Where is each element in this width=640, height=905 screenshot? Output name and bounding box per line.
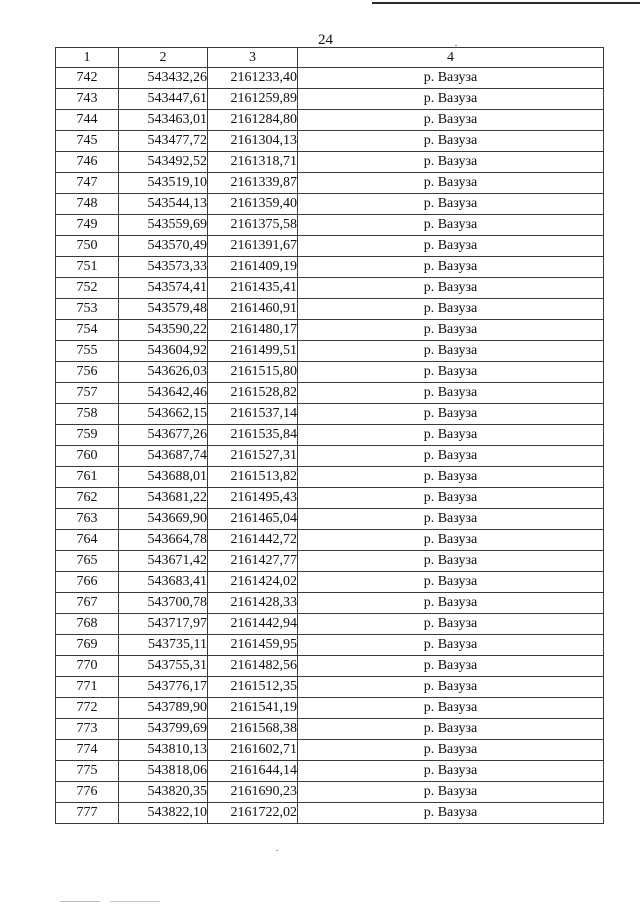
y-coordinate-cell: 2161499,51	[208, 341, 298, 362]
description-cell: р. Вазуза	[298, 173, 604, 194]
description-cell: р. Вазуза	[298, 446, 604, 467]
x-coordinate-cell: 543687,74	[119, 446, 208, 467]
table-row	[56, 68, 604, 89]
point-number-cell: 755	[56, 341, 119, 362]
y-coordinate-cell: 2161359,40	[208, 194, 298, 215]
x-coordinate-cell: 543822,10	[119, 803, 208, 824]
point-number-cell: 742	[56, 68, 119, 89]
point-number-cell: 765	[56, 551, 119, 572]
x-coordinate-cell: 543642,46	[119, 383, 208, 404]
point-number-cell: 760	[56, 446, 119, 467]
point-number-cell: 773	[56, 719, 119, 740]
table-row	[56, 236, 604, 257]
x-coordinate-cell: 543755,31	[119, 656, 208, 677]
point-number-cell: 754	[56, 320, 119, 341]
table-row	[56, 656, 604, 677]
description-cell: р. Вазуза	[298, 677, 604, 698]
y-coordinate-cell: 2161537,14	[208, 404, 298, 425]
table-row	[56, 593, 604, 614]
x-coordinate-cell: 543677,26	[119, 425, 208, 446]
table-row	[56, 425, 604, 446]
point-number-cell: 759	[56, 425, 119, 446]
x-coordinate-cell: 543810,13	[119, 740, 208, 761]
description-cell: р. Вазуза	[298, 89, 604, 110]
point-number-cell: 746	[56, 152, 119, 173]
scan-speck	[110, 901, 160, 902]
point-number-cell: 767	[56, 593, 119, 614]
y-coordinate-cell: 2161541,19	[208, 698, 298, 719]
y-coordinate-cell: 2161442,94	[208, 614, 298, 635]
table-row	[56, 341, 604, 362]
table-row	[56, 530, 604, 551]
y-coordinate-cell: 2161495,43	[208, 488, 298, 509]
table-row	[56, 215, 604, 236]
y-coordinate-cell: 2161391,67	[208, 236, 298, 257]
y-coordinate-cell: 2161428,33	[208, 593, 298, 614]
x-coordinate-cell: 543579,48	[119, 299, 208, 320]
description-cell: р. Вазуза	[298, 572, 604, 593]
x-coordinate-cell: 543447,61	[119, 89, 208, 110]
description-cell: р. Вазуза	[298, 551, 604, 572]
x-coordinate-cell: 543463,01	[119, 110, 208, 131]
point-number-cell: 750	[56, 236, 119, 257]
point-number-cell: 770	[56, 656, 119, 677]
scan-speck	[276, 850, 278, 851]
description-cell: р. Вазуза	[298, 467, 604, 488]
table-row	[56, 698, 604, 719]
x-coordinate-cell: 543683,41	[119, 572, 208, 593]
table-row	[56, 404, 604, 425]
x-coordinate-cell: 543559,69	[119, 215, 208, 236]
description-cell: р. Вазуза	[298, 215, 604, 236]
point-number-cell: 776	[56, 782, 119, 803]
column-header-y: 3	[208, 48, 298, 68]
table-row	[56, 740, 604, 761]
x-coordinate-cell: 543776,17	[119, 677, 208, 698]
description-cell: р. Вазуза	[298, 194, 604, 215]
x-coordinate-cell: 543688,01	[119, 467, 208, 488]
x-coordinate-cell: 543432,26	[119, 68, 208, 89]
description-cell: р. Вазуза	[298, 68, 604, 89]
y-coordinate-cell: 2161512,35	[208, 677, 298, 698]
description-cell: р. Вазуза	[298, 614, 604, 635]
x-coordinate-cell: 543570,49	[119, 236, 208, 257]
point-number-cell: 747	[56, 173, 119, 194]
table-row	[56, 782, 604, 803]
table-row	[56, 572, 604, 593]
y-coordinate-cell: 2161568,38	[208, 719, 298, 740]
y-coordinate-cell: 2161435,41	[208, 278, 298, 299]
column-header-description: 4	[298, 48, 604, 68]
point-number-cell: 764	[56, 530, 119, 551]
description-cell: р. Вазуза	[298, 593, 604, 614]
description-cell: р. Вазуза	[298, 656, 604, 677]
point-number-cell: 748	[56, 194, 119, 215]
table-row	[56, 320, 604, 341]
x-coordinate-cell: 543681,22	[119, 488, 208, 509]
y-coordinate-cell: 2161427,77	[208, 551, 298, 572]
table-row	[56, 635, 604, 656]
x-coordinate-cell: 543477,72	[119, 131, 208, 152]
column-header-x: 2	[119, 48, 208, 68]
y-coordinate-cell: 2161409,19	[208, 257, 298, 278]
point-number-cell: 753	[56, 299, 119, 320]
x-coordinate-cell: 543626,03	[119, 362, 208, 383]
description-cell: р. Вазуза	[298, 383, 604, 404]
point-number-cell: 762	[56, 488, 119, 509]
x-coordinate-cell: 543735,11	[119, 635, 208, 656]
y-coordinate-cell: 2161722,02	[208, 803, 298, 824]
table-row	[56, 509, 604, 530]
y-coordinate-cell: 2161339,87	[208, 173, 298, 194]
table-row	[56, 551, 604, 572]
point-number-cell: 749	[56, 215, 119, 236]
table-row	[56, 761, 604, 782]
table-row	[56, 194, 604, 215]
y-coordinate-cell: 2161442,72	[208, 530, 298, 551]
y-coordinate-cell: 2161233,40	[208, 68, 298, 89]
point-number-cell: 752	[56, 278, 119, 299]
description-cell: р. Вазуза	[298, 530, 604, 551]
y-coordinate-cell: 2161513,82	[208, 467, 298, 488]
x-coordinate-cell: 543573,33	[119, 257, 208, 278]
table-row	[56, 110, 604, 131]
description-cell: р. Вазуза	[298, 635, 604, 656]
y-coordinate-cell: 2161602,71	[208, 740, 298, 761]
description-cell: р. Вазуза	[298, 509, 604, 530]
description-cell: р. Вазуза	[298, 719, 604, 740]
table-row	[56, 719, 604, 740]
y-coordinate-cell: 2161535,84	[208, 425, 298, 446]
scan-speck	[455, 45, 457, 46]
table-row	[56, 488, 604, 509]
y-coordinate-cell: 2161259,89	[208, 89, 298, 110]
x-coordinate-cell: 543519,10	[119, 173, 208, 194]
point-number-cell: 775	[56, 761, 119, 782]
x-coordinate-cell: 543700,78	[119, 593, 208, 614]
y-coordinate-cell: 2161528,82	[208, 383, 298, 404]
table-row	[56, 299, 604, 320]
table-row	[56, 803, 604, 824]
description-cell: р. Вазуза	[298, 278, 604, 299]
table-row	[56, 614, 604, 635]
top-border-line	[372, 2, 640, 4]
description-cell: р. Вазуза	[298, 782, 604, 803]
table-row	[56, 677, 604, 698]
description-cell: р. Вазуза	[298, 404, 604, 425]
scan-speck	[60, 901, 100, 902]
description-cell: р. Вазуза	[298, 761, 604, 782]
y-coordinate-cell: 2161318,71	[208, 152, 298, 173]
table-row	[56, 257, 604, 278]
point-number-cell: 763	[56, 509, 119, 530]
description-cell: р. Вазуза	[298, 299, 604, 320]
description-cell: р. Вазуза	[298, 257, 604, 278]
table-row	[56, 278, 604, 299]
x-coordinate-cell: 543789,90	[119, 698, 208, 719]
point-number-cell: 751	[56, 257, 119, 278]
point-number-cell: 745	[56, 131, 119, 152]
description-cell: р. Вазуза	[298, 341, 604, 362]
x-coordinate-cell: 543492,52	[119, 152, 208, 173]
x-coordinate-cell: 543818,06	[119, 761, 208, 782]
x-coordinate-cell: 543662,15	[119, 404, 208, 425]
table-row	[56, 131, 604, 152]
y-coordinate-cell: 2161284,80	[208, 110, 298, 131]
table-row	[56, 362, 604, 383]
x-coordinate-cell: 543820,35	[119, 782, 208, 803]
point-number-cell: 756	[56, 362, 119, 383]
table-row	[56, 152, 604, 173]
description-cell: р. Вазуза	[298, 425, 604, 446]
description-cell: р. Вазуза	[298, 320, 604, 341]
y-coordinate-cell: 2161459,95	[208, 635, 298, 656]
x-coordinate-cell: 543590,22	[119, 320, 208, 341]
x-coordinate-cell: 543664,78	[119, 530, 208, 551]
point-number-cell: 771	[56, 677, 119, 698]
y-coordinate-cell: 2161644,14	[208, 761, 298, 782]
point-number-cell: 757	[56, 383, 119, 404]
column-header-point-number: 1	[56, 48, 119, 68]
page-number: 24	[318, 32, 333, 48]
x-coordinate-cell: 543669,90	[119, 509, 208, 530]
description-cell: р. Вазуза	[298, 803, 604, 824]
point-number-cell: 744	[56, 110, 119, 131]
x-coordinate-cell: 543574,41	[119, 278, 208, 299]
table-row	[56, 89, 604, 110]
y-coordinate-cell: 2161515,80	[208, 362, 298, 383]
point-number-cell: 768	[56, 614, 119, 635]
x-coordinate-cell: 543544,13	[119, 194, 208, 215]
x-coordinate-cell: 543717,97	[119, 614, 208, 635]
table-row	[56, 467, 604, 488]
x-coordinate-cell: 543604,92	[119, 341, 208, 362]
point-number-cell: 761	[56, 467, 119, 488]
table-row	[56, 446, 604, 467]
table-row	[56, 173, 604, 194]
y-coordinate-cell: 2161460,91	[208, 299, 298, 320]
point-number-cell: 772	[56, 698, 119, 719]
y-coordinate-cell: 2161480,17	[208, 320, 298, 341]
point-number-cell: 774	[56, 740, 119, 761]
table-body	[56, 68, 604, 824]
point-number-cell: 758	[56, 404, 119, 425]
y-coordinate-cell: 2161482,56	[208, 656, 298, 677]
table-row	[56, 383, 604, 404]
description-cell: р. Вазуза	[298, 152, 604, 173]
point-number-cell: 766	[56, 572, 119, 593]
description-cell: р. Вазуза	[298, 110, 604, 131]
y-coordinate-cell: 2161465,04	[208, 509, 298, 530]
description-cell: р. Вазуза	[298, 488, 604, 509]
point-number-cell: 769	[56, 635, 119, 656]
x-coordinate-cell: 543671,42	[119, 551, 208, 572]
table-header-row	[56, 48, 604, 68]
y-coordinate-cell: 2161527,31	[208, 446, 298, 467]
description-cell: р. Вазуза	[298, 131, 604, 152]
y-coordinate-cell: 2161424,02	[208, 572, 298, 593]
description-cell: р. Вазуза	[298, 740, 604, 761]
description-cell: р. Вазуза	[298, 362, 604, 383]
x-coordinate-cell: 543799,69	[119, 719, 208, 740]
y-coordinate-cell: 2161304,13	[208, 131, 298, 152]
point-number-cell: 777	[56, 803, 119, 824]
y-coordinate-cell: 2161375,58	[208, 215, 298, 236]
description-cell: р. Вазуза	[298, 236, 604, 257]
coordinates-table	[55, 47, 604, 824]
y-coordinate-cell: 2161690,23	[208, 782, 298, 803]
description-cell: р. Вазуза	[298, 698, 604, 719]
point-number-cell: 743	[56, 89, 119, 110]
